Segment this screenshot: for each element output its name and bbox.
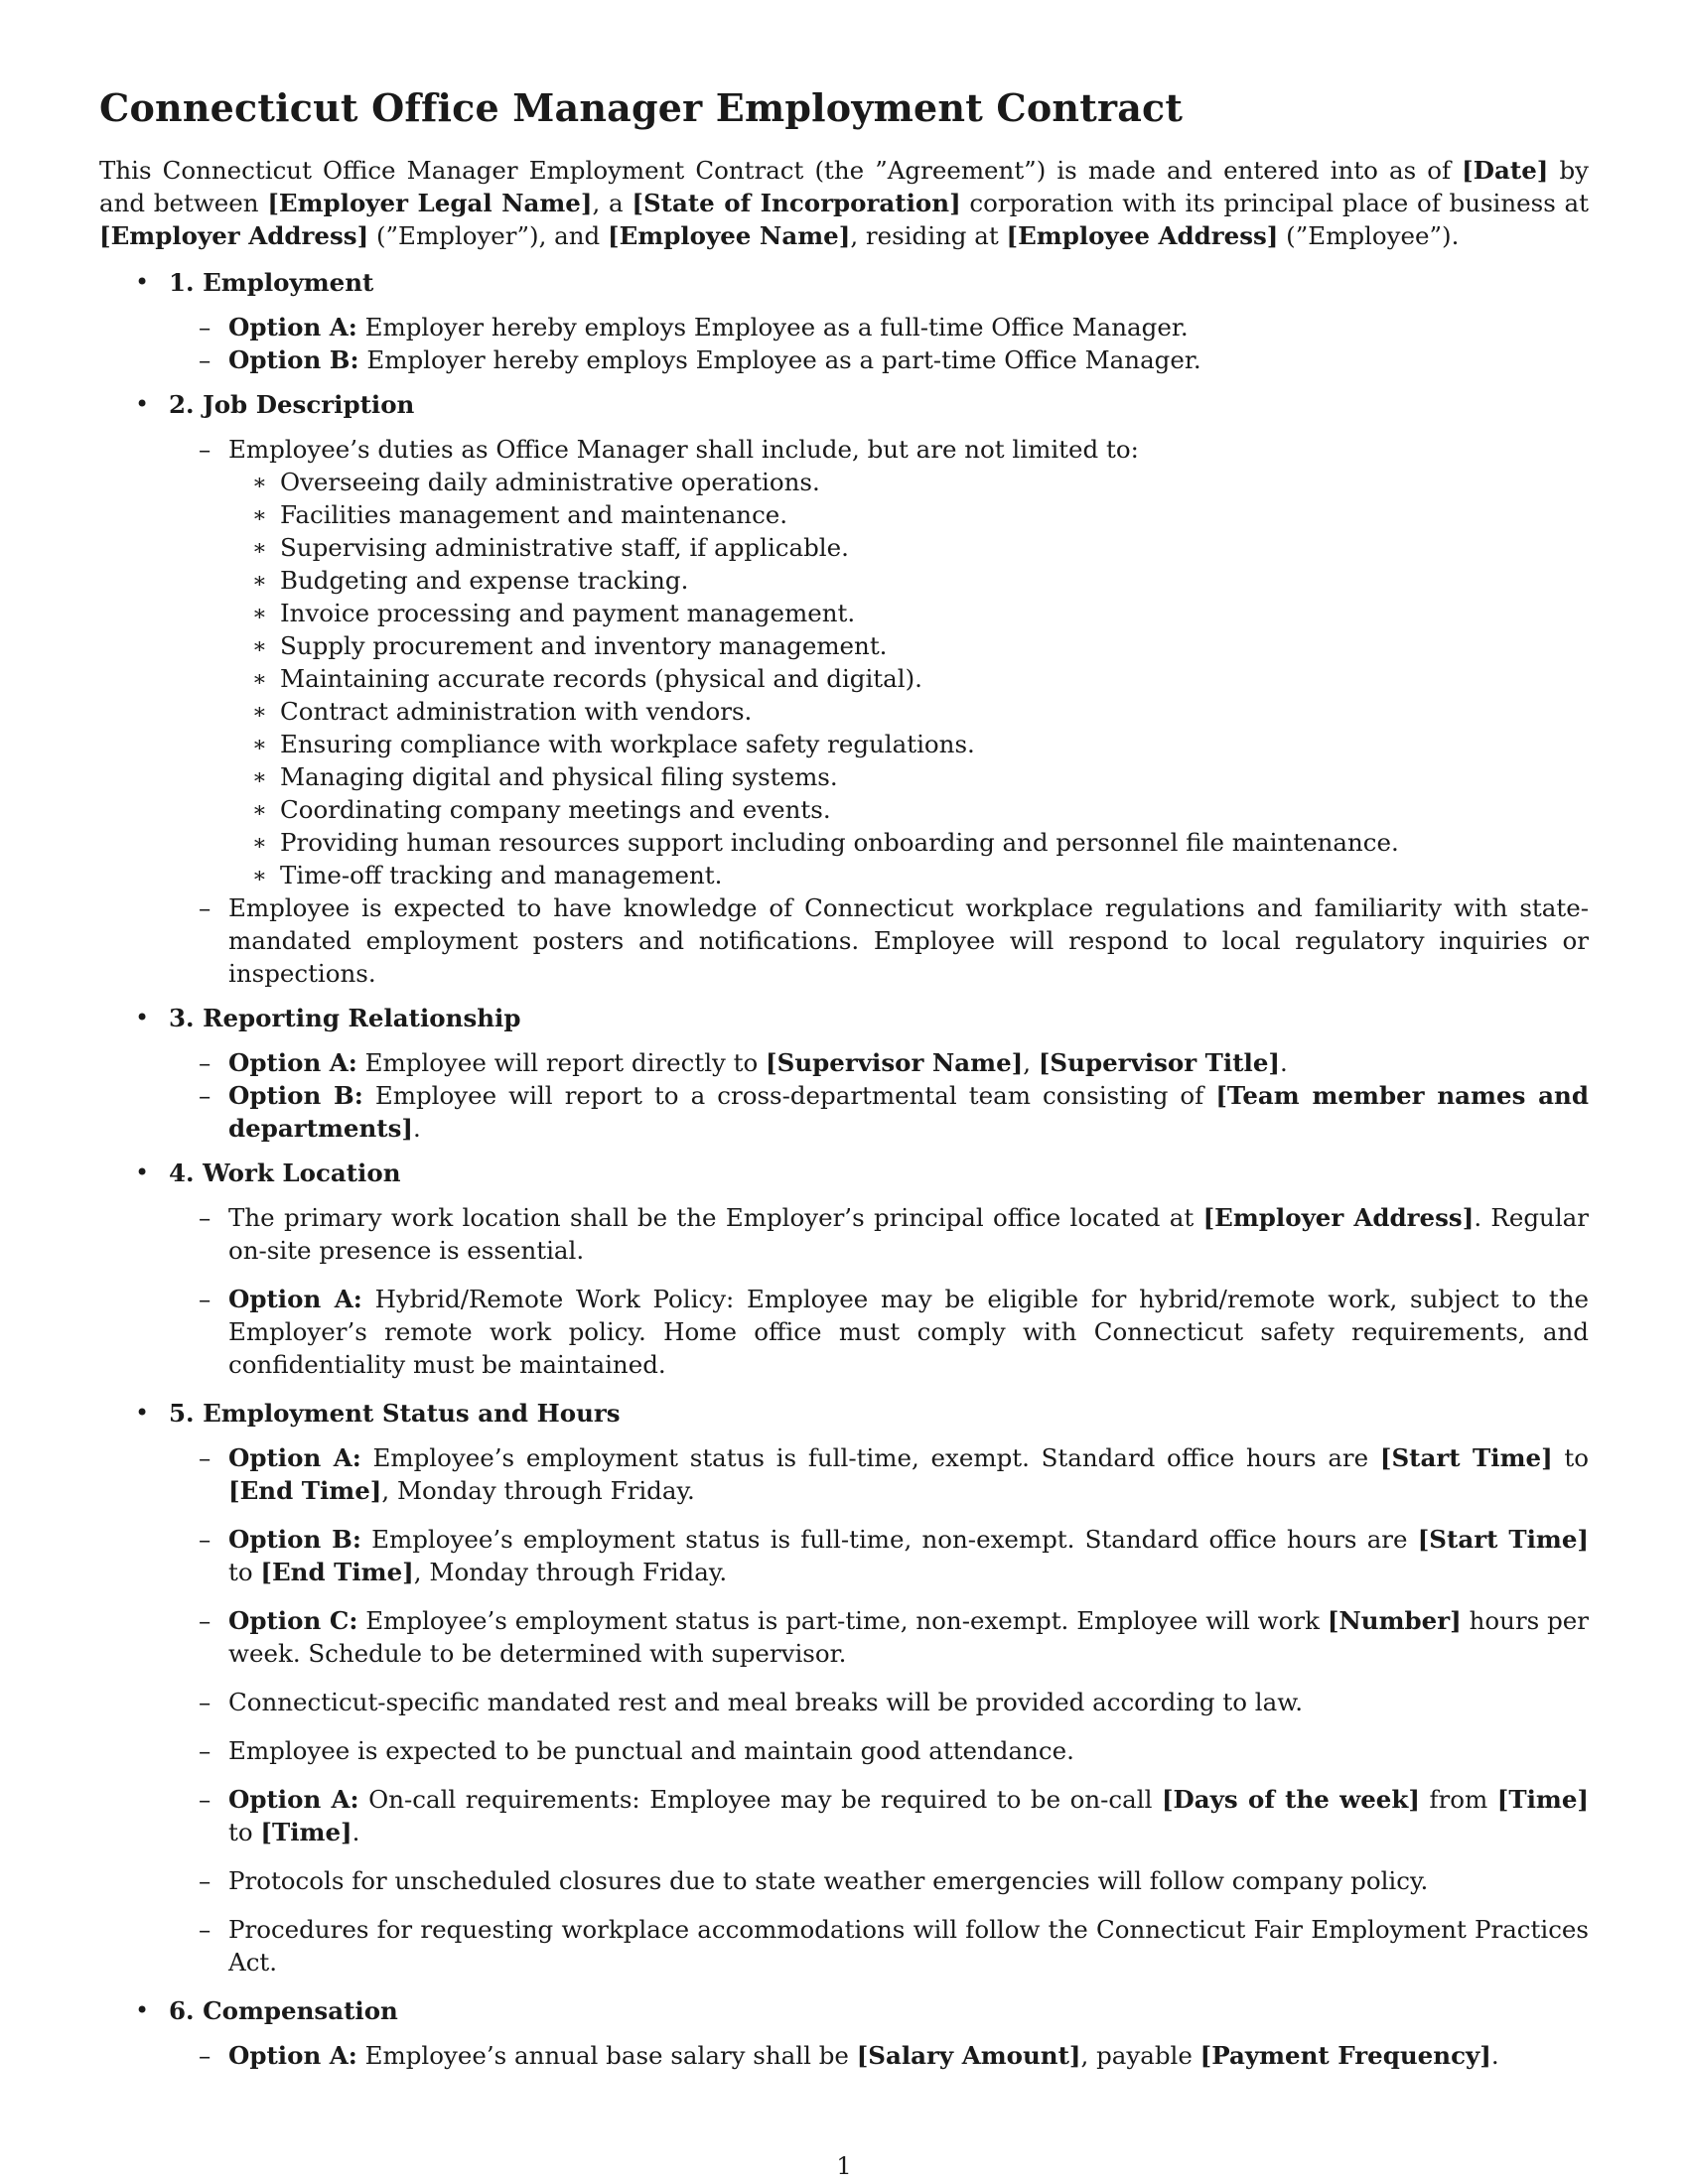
duty-item <box>228 662 1589 695</box>
clause-item <box>169 433 1589 891</box>
duty-text: Facilities management and maintenance. <box>280 500 788 529</box>
text-run: Procedures for requesting workplace accommodations will follow the Connecticut Fair Employment Practices Act. <box>228 1915 1589 1977</box>
text-run: Connecticut-specific mandated rest and meal breaks will be provided according to law. <box>228 1688 1304 1716</box>
text-run: Hybrid/Remote Work Policy: Employee may be eligible for hybrid/remote work, subject to the Employer’s remote work policy. Home office must comply with Connecticut safety requirements, and confidentiality must be maintained. <box>228 1285 1589 1379</box>
bold-text: Option A: <box>228 1285 362 1313</box>
dash-icon: – <box>199 1525 211 1554</box>
text-run: by and between <box>99 156 1589 217</box>
section-title: 6. Compensation <box>169 1996 398 2025</box>
text-run: Employee is expected to have knowledge of Connecticut workplace regulations and familiarity with state-mandated employment posters and notifications. Employee will respond to local regulatory inquiries or inspections. <box>228 893 1589 988</box>
bold-text: [Employee Name] <box>608 221 851 250</box>
clause-list <box>169 1441 1589 1979</box>
bold-text: [Employer Address] <box>99 221 369 250</box>
text-run: . <box>412 1114 421 1143</box>
section <box>99 1397 1589 1979</box>
text-run: , payable <box>1080 2041 1200 2070</box>
duty-text: Overseeing daily administrative operations. <box>280 468 820 496</box>
asterisk-icon: ∗ <box>252 634 267 659</box>
bold-text: [Payment Frequency] <box>1199 2041 1491 2070</box>
duty-text: Budgeting and expense tracking. <box>280 566 689 595</box>
section <box>99 1002 1589 1145</box>
clause-item <box>169 1864 1589 1897</box>
clause-item <box>169 1604 1589 1670</box>
bold-text: Option A: <box>228 2041 357 2070</box>
asterisk-icon: ∗ <box>252 733 267 757</box>
bold-text: [Employee Address] <box>1006 221 1279 250</box>
clause-item <box>169 1686 1589 1718</box>
duty-text: Coordinating company meetings and events. <box>280 795 831 824</box>
bullet-icon: • <box>135 1996 150 2024</box>
dash-icon: – <box>199 1443 211 1472</box>
dash-icon: – <box>199 435 211 464</box>
text-run: corporation with its principal place of business at <box>960 189 1590 217</box>
bullet-icon: • <box>135 1399 150 1427</box>
section-title: 2. Job Description <box>169 390 415 419</box>
clause-item <box>169 1201 1589 1267</box>
text-run: Employee’s employment status is full-time, exempt. Standard office hours are <box>360 1443 1380 1472</box>
text-run: to <box>1552 1443 1589 1472</box>
duty-item <box>228 498 1589 531</box>
text-run: hours per week. Schedule to be determined with supervisor. <box>228 1606 1589 1668</box>
duty-text: Invoice processing and payment management. <box>280 599 856 627</box>
clause-list <box>169 1046 1589 1145</box>
document-title: Connecticut Office Manager Employment Contract <box>99 85 1184 130</box>
bullet-icon: • <box>135 390 150 418</box>
duty-text: Managing digital and physical filing systems. <box>280 762 838 791</box>
section-title: 1. Employment <box>169 268 374 297</box>
duty-item <box>228 531 1589 564</box>
dash-icon: – <box>199 1285 211 1313</box>
text-run: , Monday through Friday. <box>381 1476 695 1505</box>
dash-icon: – <box>199 1081 211 1110</box>
dash-icon: – <box>199 893 211 922</box>
section <box>99 266 1589 376</box>
bold-text: [Time] <box>1496 1785 1590 1814</box>
dash-icon: – <box>199 345 211 374</box>
text-run: Protocols for unscheduled closures due to state weather emergencies will follow company policy. <box>228 1866 1429 1895</box>
duty-item <box>228 859 1589 891</box>
duty-list <box>228 466 1589 891</box>
duty-item <box>228 629 1589 662</box>
bold-text: Option B: <box>228 345 359 374</box>
text-run: On-call requirements: Employee may be required to be on-call <box>358 1785 1162 1814</box>
bold-text: [Start Time] <box>1379 1443 1553 1472</box>
text-run: , a <box>592 189 633 217</box>
bold-text: [Team member names and departments] <box>228 1081 1589 1143</box>
duty-text: Supervising administrative staff, if applicable. <box>280 533 849 562</box>
bold-text: Option A: <box>228 313 357 341</box>
duty-item <box>228 466 1589 498</box>
duty-item <box>228 826 1589 859</box>
bold-text: [Days of the week] <box>1161 1785 1420 1814</box>
text-run: This Connecticut Office Manager Employment Contract (the ”Agreement”) is made and entered into as of <box>99 156 1463 185</box>
bold-text: [Supervisor Title] <box>1038 1048 1281 1077</box>
bold-text: [Date] <box>1462 156 1549 185</box>
clause-item <box>169 1046 1589 1079</box>
dash-icon: – <box>199 1048 211 1077</box>
text-run: . <box>352 1818 360 1846</box>
bold-text: Option A: <box>228 1048 357 1077</box>
duty-text: Maintaining accurate records (physical and digital). <box>280 664 922 693</box>
asterisk-icon: ∗ <box>252 864 267 888</box>
clause-item <box>169 1283 1589 1381</box>
text-run: (”Employer”), and <box>368 221 609 250</box>
clause-list <box>169 2039 1589 2072</box>
asterisk-icon: ∗ <box>252 700 267 725</box>
text-run: Employee will report directly to <box>356 1048 767 1077</box>
asterisk-icon: ∗ <box>252 602 267 626</box>
clause-list <box>169 311 1589 376</box>
text-run: Employer hereby employs Employee as a part-time Office Manager. <box>358 345 1201 374</box>
duty-item <box>228 793 1589 826</box>
clause-item <box>169 891 1589 990</box>
bold-text: [End Time] <box>228 1476 382 1505</box>
text-run: , residing at <box>850 221 1007 250</box>
section-title: 5. Employment Status and Hours <box>169 1399 621 1428</box>
text-run: Employee’s employment status is full-time, non-exempt. Standard office hours are <box>360 1525 1418 1554</box>
text-run: The primary work location shall be the Employer’s principal office located at <box>228 1203 1203 1232</box>
bullet-icon: • <box>135 1004 150 1031</box>
clause-item <box>169 1783 1589 1848</box>
duty-item <box>228 564 1589 597</box>
clause-item <box>169 343 1589 376</box>
text-run: . Regular on-site presence is essential. <box>228 1203 1589 1265</box>
text-run: Employee’s duties as Office Manager shall include, but are not limited to: <box>228 435 1139 464</box>
text-run: Employee is expected to be punctual and maintain good attendance. <box>228 1736 1074 1765</box>
bold-text: Option A: <box>228 1785 359 1814</box>
asterisk-icon: ∗ <box>252 667 267 692</box>
bold-text: Option A: <box>228 1443 361 1472</box>
asterisk-icon: ∗ <box>252 569 267 594</box>
asterisk-icon: ∗ <box>252 536 267 561</box>
clause-item <box>169 2039 1589 2072</box>
duty-item <box>228 695 1589 728</box>
text-run: . <box>1280 1048 1288 1077</box>
bold-text: [Employer Address] <box>1202 1203 1475 1232</box>
dash-icon: – <box>199 2041 211 2070</box>
duty-item <box>228 728 1589 760</box>
dash-icon: – <box>199 1915 211 1944</box>
duty-text: Ensuring compliance with workplace safety regulations. <box>280 730 975 758</box>
section <box>99 1157 1589 1381</box>
text-run: Employer hereby employs Employee as a full-time Office Manager. <box>356 313 1189 341</box>
clause-list <box>169 433 1589 990</box>
bold-text: [Start Time] <box>1417 1525 1589 1554</box>
bold-text: [Number] <box>1327 1606 1462 1635</box>
duty-text: Contract administration with vendors. <box>280 697 753 726</box>
clause-item <box>169 1079 1589 1145</box>
duty-text: Providing human resources support including onboarding and personnel file maintenance. <box>280 828 1399 857</box>
section <box>99 1994 1589 2072</box>
duty-item <box>228 597 1589 629</box>
bold-text: [Employer Legal Name] <box>267 189 593 217</box>
asterisk-icon: ∗ <box>252 471 267 495</box>
dash-icon: – <box>199 1736 211 1765</box>
asterisk-icon: ∗ <box>252 765 267 790</box>
dash-icon: – <box>199 1688 211 1716</box>
text-run: (”Employee”). <box>1278 221 1460 250</box>
text-run: Employee’s annual base salary shall be <box>356 2041 857 2070</box>
section <box>99 388 1589 990</box>
dash-icon: – <box>199 1785 211 1814</box>
clause-item <box>169 1441 1589 1507</box>
dash-icon: – <box>199 1606 211 1635</box>
bold-text: [End Time] <box>260 1558 414 1586</box>
section-list <box>99 266 1589 2072</box>
text-run: from <box>1419 1785 1497 1814</box>
section-title: 4. Work Location <box>169 1159 401 1187</box>
clause-item <box>169 1523 1589 1588</box>
bullet-icon: • <box>135 1159 150 1186</box>
asterisk-icon: ∗ <box>252 798 267 823</box>
duty-text: Time-off tracking and management. <box>280 861 723 889</box>
dash-icon: – <box>199 1866 211 1895</box>
text-run: , <box>1023 1048 1039 1077</box>
page-number: 1 <box>836 2152 852 2180</box>
bold-text: [Salary Amount] <box>856 2041 1081 2070</box>
bold-text: [State of Incorporation] <box>632 189 961 217</box>
dash-icon: – <box>199 1203 211 1232</box>
text-run: to <box>228 1558 261 1586</box>
bold-text: [Supervisor Name] <box>766 1048 1024 1077</box>
text-run: to <box>228 1818 261 1846</box>
clause-item <box>169 311 1589 343</box>
section-title: 3. Reporting Relationship <box>169 1004 521 1032</box>
text-run: Employee will report to a cross-departmental team consisting of <box>362 1081 1216 1110</box>
intro-paragraph <box>99 154 1589 252</box>
asterisk-icon: ∗ <box>252 831 267 856</box>
text-run: Employee’s employment status is part-time, non-exempt. Employee will work <box>357 1606 1328 1635</box>
bold-text: Option C: <box>228 1606 358 1635</box>
document-page <box>99 85 1589 2084</box>
text-run: . <box>1490 2041 1499 2070</box>
duty-text: Supply procurement and inventory management. <box>280 631 888 660</box>
clause-list <box>169 1201 1589 1381</box>
asterisk-icon: ∗ <box>252 503 267 528</box>
clause-item <box>169 1734 1589 1767</box>
bold-text: Option B: <box>228 1525 361 1554</box>
clause-item <box>169 1913 1589 1979</box>
duty-item <box>228 760 1589 793</box>
dash-icon: – <box>199 313 211 341</box>
text-run: , Monday through Friday. <box>413 1558 728 1586</box>
bold-text: Option B: <box>228 1081 363 1110</box>
bullet-icon: • <box>135 268 150 296</box>
bold-text: [Time] <box>260 1818 352 1846</box>
